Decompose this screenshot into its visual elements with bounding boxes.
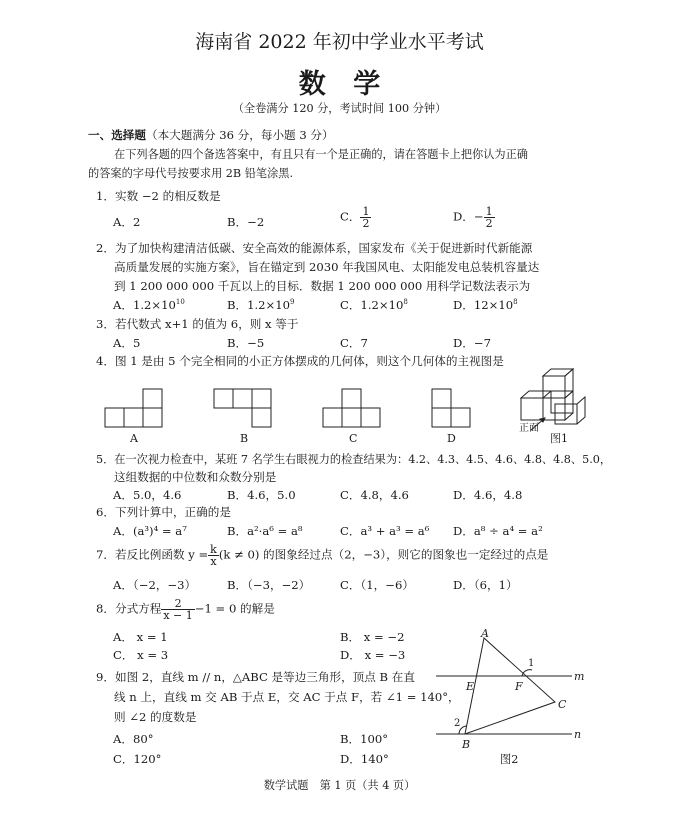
q8-option-d: D． x = −3 (340, 648, 406, 662)
exam-title: 海南省 2022 年初中学业水平考试 (195, 31, 484, 53)
q7-fraction (208, 544, 219, 567)
q1-option-c (340, 206, 371, 229)
q7-stem (96, 544, 548, 567)
q9-angle-2-label: 2 (454, 718, 461, 729)
q5-line-1: 5．在一次视力检查中，某班 7 名学生右眼视力的检查结果为：4.2、4.3、4.5、4.6、4.8、4.8、5.0， (96, 453, 612, 466)
q2-b-exp: 9 (290, 298, 295, 307)
q7-option-a: A．（−2，−3） (113, 578, 197, 592)
q7-stem-part-1: 7．若反比例函数 y = (96, 547, 209, 562)
q9-option-a: A．80° (113, 732, 154, 746)
q8-stem-part-2: −1 = 0 的解是 (194, 601, 275, 616)
q1-option-d (453, 206, 495, 229)
q6-option-a: A．(a³)⁴ = a⁷ (113, 524, 187, 538)
q4-option-c-view (323, 389, 380, 427)
q2-line-1: 2．为了加快构建清洁低碳、安全高效的能源体系，国家发布《关于促进新时代新能源 (96, 241, 533, 255)
q8-stem-part-1: 8．分式方程 (96, 601, 162, 616)
q1-stem: 1．实数 −2 的相反数是 (96, 189, 221, 203)
instructions-line-2: 的答案的字母代号按要求用 2B 铅笔涂黑. (88, 167, 294, 180)
q1-option-c-label: C． (340, 209, 361, 224)
page-footer: 数学试题 第 1 页（共 4 页） (263, 779, 416, 792)
q5-option-a: A．5.0，4.6 (113, 488, 182, 502)
q1-option-a: A．2 (113, 215, 141, 229)
q9-point-f: F (515, 680, 523, 693)
q3-option-b: B．−5 (227, 336, 265, 350)
q4-figure-label: 图1 (550, 432, 568, 445)
section-note: （本大题满分 36 分，每小题 3 分） (145, 128, 334, 142)
q8-option-b: B． x = −2 (340, 630, 405, 644)
exam-note: （全卷满分 120 分，考试时间 100 分钟） (232, 102, 447, 115)
q2-c-base: C．1.2×10 (340, 298, 404, 312)
q3-option-c: C．7 (340, 336, 368, 350)
q4-label-b: B (240, 432, 249, 445)
instructions-line-1: 在下列各题的四个备选答案中，有且只有一个是正确的，请在答题卡上把你认为正确 (114, 148, 528, 161)
q1-d-denominator: 2 (485, 217, 493, 230)
q2-option-a (113, 297, 185, 313)
q9-label-n: n (574, 728, 582, 741)
q7-stem-part-2: (k ≠ 0) 的图象经过点（2，−3），则它的图象也一定经过的点是 (218, 547, 549, 562)
q9-line-3: 则 ∠2 的度数是 (114, 710, 197, 724)
q5-option-c: C．4.8，4.6 (340, 488, 409, 502)
q8-denominator: x − 1 (163, 609, 193, 622)
q1-option-d-label: D．− (453, 209, 484, 224)
q9-option-d: D．140° (340, 752, 389, 766)
q2-d-base: D．12×10 (453, 298, 514, 312)
q8-fraction (161, 598, 194, 621)
q6-stem: 6．下列计算中，正确的是 (96, 505, 231, 519)
q1-c-numerator: 1 (362, 205, 370, 218)
q7-option-b: B．（−3，−2） (227, 578, 311, 592)
q4-option-a-view (105, 389, 162, 427)
q9-triangle-abc (465, 638, 555, 734)
q1-d-numerator: 1 (485, 205, 493, 218)
q1-c-denominator: 2 (362, 217, 370, 230)
q7-option-d: D．（6，1） (453, 578, 518, 592)
q2-c-exp: 8 (403, 298, 408, 307)
q5-option-d: D．4.6，4.8 (453, 488, 523, 502)
q2-b-base: B．1.2×10 (227, 298, 291, 312)
section-title: 一、选择题 (88, 128, 146, 142)
q4-figures (0, 370, 679, 450)
q3-option-a: A．5 (113, 336, 141, 350)
q9-point-e: E (466, 680, 475, 693)
q9-figure-label: 图2 (500, 753, 519, 766)
q2-line-2: 高质量发展的实施方案》，旨在锚定到 2030 年我国风电、太阳能发电总装机容量达 (114, 260, 540, 274)
q2-option-d (453, 297, 518, 313)
q7-numerator: k (210, 543, 217, 556)
q2-line-3: 到 1 200 000 000 千瓦以上的目标．数据 1 200 000 000 用科学记数法表示为 (114, 279, 531, 293)
q1-option-b: B．−2 (227, 215, 265, 229)
q8-stem (96, 598, 275, 621)
q9-label-m: m (574, 670, 585, 683)
q8-option-c: C． x = 3 (113, 648, 169, 662)
q4-front-label: 正面 (519, 423, 539, 434)
q2-a-exp: 10 (175, 298, 185, 307)
q4-stem: 4．图 1 是由 5 个完全相同的小正方体摆成的几何体，则这个几何体的主视图是 (96, 354, 504, 368)
q9-point-c: C (558, 698, 567, 711)
q5-option-b: B．4.6，5.0 (227, 488, 296, 502)
q2-d-exp: 8 (513, 298, 518, 307)
q7-denominator: x (210, 555, 217, 568)
q6-option-c: C．a³ + a³ = a⁶ (340, 524, 430, 538)
q4-option-d-view (432, 389, 470, 427)
q4-label-c: C (349, 432, 358, 445)
q6-option-d: D．a⁸ ÷ a⁴ = a² (453, 524, 543, 538)
q4-option-b-view (214, 389, 271, 427)
q6-option-b: B．a²·a⁶ = a⁸ (227, 524, 303, 538)
q4-figure-1-cubes (521, 369, 585, 424)
q2-a-base: A．1.2×10 (113, 298, 176, 312)
q9-angle-1-label: 1 (528, 658, 535, 669)
q7-option-c: C．（1，−6） (340, 578, 414, 592)
q9-figure-2 (0, 628, 679, 768)
q8-option-a: A． x = 1 (113, 630, 168, 644)
q9-point-b: B (462, 738, 471, 751)
q9-option-c: C．120° (113, 752, 162, 766)
q9-line-2: 线 n 上，直线 m 交 AB 于点 E，交 AC 于点 F，若 ∠1 = 140°， (114, 690, 460, 704)
q3-option-d: D．−7 (453, 336, 491, 350)
q9-angle-1-arc (522, 670, 532, 676)
q4-label-a: A (130, 432, 138, 445)
q1-d-fraction (484, 206, 495, 229)
q3-stem: 3．若代数式 x+1 的值为 6，则 x 等于 (96, 317, 299, 331)
q5-line-2: 这组数据的中位数和众数分别是 (114, 470, 277, 484)
q2-option-c (340, 297, 408, 313)
q1-c-fraction (360, 206, 371, 229)
q9-line-1: 9．如图 2，直线 m // n，△ABC 是等边三角形，顶点 B 在直 (96, 670, 415, 684)
q9-option-b: B．100° (340, 732, 389, 746)
subject-title: 数 学 (298, 69, 381, 100)
section-heading (88, 127, 334, 143)
q2-option-b (227, 297, 295, 313)
q4-label-d: D (447, 432, 456, 445)
q8-numerator: 2 (161, 598, 194, 610)
q9-point-a: A (481, 627, 489, 640)
